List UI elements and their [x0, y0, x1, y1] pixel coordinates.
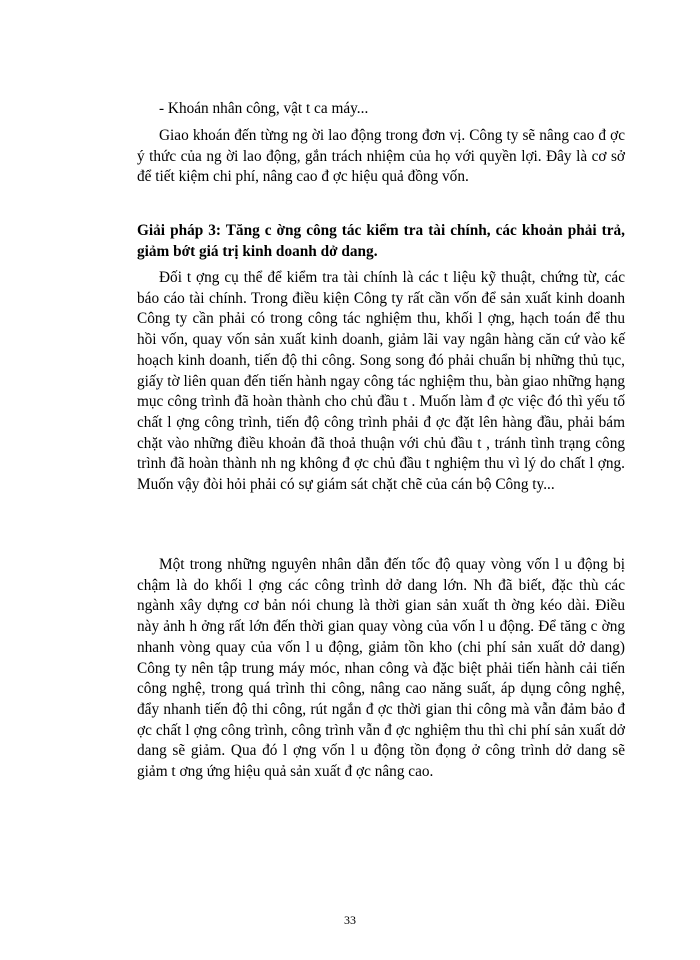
- bullet-paragraph-labor-contract: - Khoán nhân công, vật t ca máy...: [159, 100, 369, 117]
- paragraph-working-capital: Một trong những nguyên nhân dẫn đến tốc độ quay vòng vốn l u động bị chậm là do khối l ợng các công trình dở dang lớn. Nh đã biết, đặc thù các ngành xây dựng cơ bản nói chung là thời gian sản xuất th ờng kéo dài. Điều này ảnh h ởng rất lớn đến thời gian quay vòng của vốn l u động. Để tăng c ờng nhanh vòng quay của vốn l u động, giảm tồn kho (chi phí sản xuất dở dang) Công ty nên tập trung máy móc, nhan công và đặc biệt phải tiến hành cải tiến công nghệ, trong quá trình thi công, nâng cao năng suất, áp dụng công nghệ, đẩy nhanh tiến độ thi công, rút ngắn đ ợc thời gian thi công mà vẫn đảm bảo đ ợc chất l ợng công trình, công trình vẫn đ ợc nghiệm thu thì chi phí sản xuất dở dang sẽ giảm. Qua đó l ợng vốn l u động tồn đọng ở công trình dở dang sẽ giảm t ơng ứng hiệu quả sản xuất đ ợc nâng cao.: [137, 556, 625, 781]
- paragraph-contract-assignment: Giao khoán đến từng ng ời lao động trong đơn vị. Công ty sẽ nâng cao đ ợc ý thức của ng ời lao động, gắn trách nhiệm của họ với quyền lợi. Đây là cơ sở để tiết kiệm chi phí, nâng cao đ ợc hiệu quả đồng vốn.: [137, 127, 625, 186]
- paragraph-financial-inspection: Đối t ợng cụ thể để kiểm tra tài chính là các t liệu kỹ thuật, chứng từ, các báo cáo tài chính. Trong điều kiện Công ty rất cần vốn để sản xuất kinh doanh Công ty cần phải có trong công tác nghiệm thu, khối l ợng, hạch toán để thu hồi vốn, quay vốn sản xuất kinh doanh, giảm lãi vay ngân hàng căn cứ vào kế hoạch kinh doanh, tiến độ thi công. Song song đó phải chuẩn bị những thủ tục, giấy tờ liên quan đến tiến hành ngay công tác nghiệm thu, bàn giao những hạng mục công trình đã hoàn thành cho chủ đầu t . Muốn làm đ ợc việc đó thì yếu tố chất l ợng công trình, tiến độ công trình phải đ ợc đặt lên hàng đầu, phải bám chặt vào những điều khoản đã thoả thuận với chủ đầu t , tránh tình trạng công trình đã hoàn thành nh ng không đ ợc chủ đầu t nghiệm thu vì lý do chất l ợng. Muốn vậy đòi hỏi phải có sự giám sát chặt chẽ của cán bộ Công ty...: [137, 269, 625, 494]
- solution-3-heading: Giải pháp 3: Tăng c ờng công tác kiểm tra tài chính, các khoản phải trả, giảm bớt giá trị kinh doanh dở dang.: [137, 222, 625, 260]
- page-number: 33: [344, 913, 356, 927]
